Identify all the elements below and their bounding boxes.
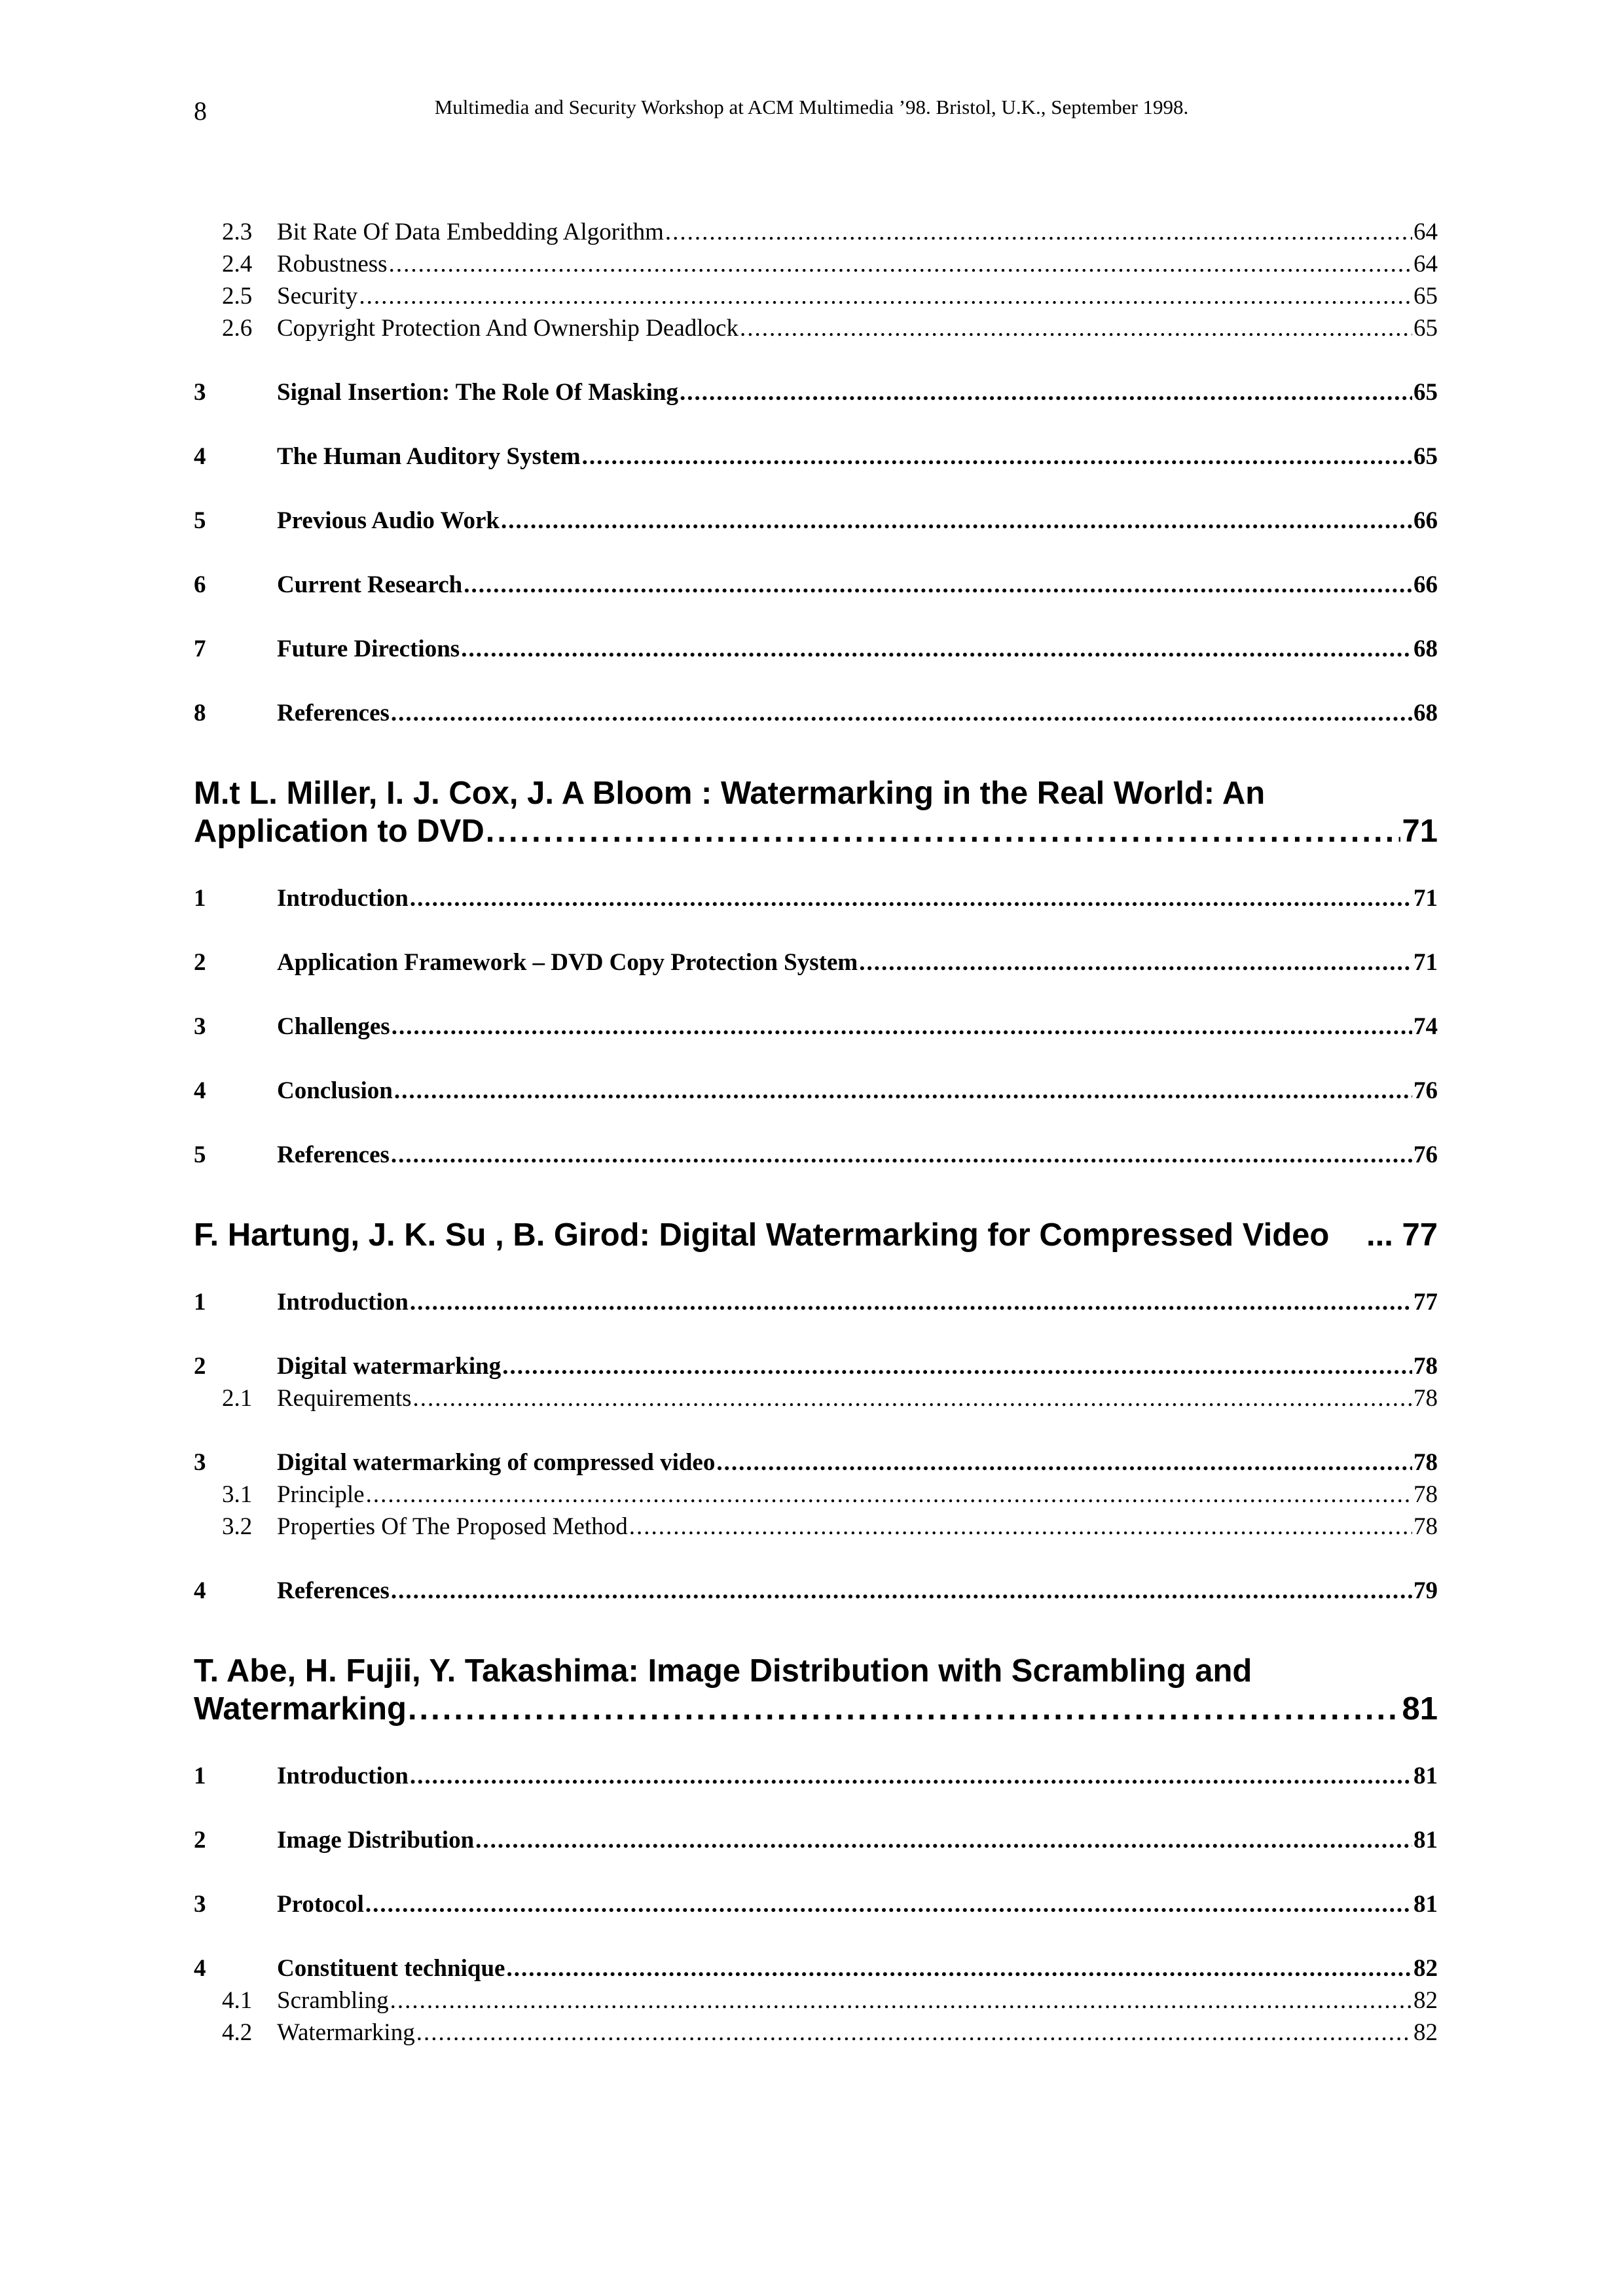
entry-title: Watermarking (277, 2019, 415, 2046)
entry-page: 79 (1413, 1577, 1438, 1604)
paper-title-line1: T. Abe, H. Fujii, Y. Takashima: Image Distribution with Scrambling and (194, 1653, 1252, 1689)
table-of-contents (194, 216, 1438, 2049)
entry-number: 2.1 (222, 1385, 253, 1412)
entry-title: References (277, 1141, 390, 1168)
dot-leader (413, 1382, 1412, 1414)
dot-leader (390, 1984, 1412, 2017)
dot-leader (392, 1011, 1412, 1043)
paper-title-line2: Watermarking (194, 1691, 407, 1727)
dot-leader (461, 633, 1412, 665)
dot-leader (665, 216, 1412, 248)
toc-section-entry[interactable] (194, 1888, 1438, 1920)
paper-title-entry (194, 1690, 1438, 1728)
entry-number: 3 (194, 1449, 206, 1476)
entry-title: Conclusion (277, 1077, 393, 1104)
entry-number: 4 (194, 1955, 206, 1982)
entry-title: Previous Audio Work (277, 507, 500, 534)
dot-leader (410, 1286, 1412, 1318)
entry-page: 66 (1413, 507, 1438, 534)
entry-title: Scrambling (277, 1987, 389, 2014)
entry-number: 3 (194, 379, 206, 406)
entry-title: Introduction (277, 1289, 409, 1316)
dot-leader (716, 1446, 1412, 1479)
toc-subsection-entry[interactable] (194, 2017, 1438, 2049)
toc-section-entry[interactable] (194, 1760, 1438, 1792)
entry-page: 65 (1413, 443, 1438, 470)
entry-page: 71 (1413, 949, 1438, 976)
toc-subsection-entry[interactable] (194, 280, 1438, 312)
toc-section-entry[interactable] (194, 1075, 1438, 1107)
entry-page: 81 (1413, 1827, 1438, 1854)
entry-number: 2 (194, 1353, 206, 1380)
entry-page: 81 (1413, 1763, 1438, 1789)
entry-title: Robustness (277, 251, 388, 278)
entry-number: 2.5 (222, 283, 253, 310)
entry-page: 64 (1413, 219, 1438, 245)
entry-page: 68 (1413, 700, 1438, 726)
dot-leader (408, 1690, 1401, 1728)
dot-leader (475, 1824, 1412, 1856)
paper-heading[interactable] (194, 774, 1438, 850)
entry-page: 68 (1413, 636, 1438, 662)
entry-page: 71 (1413, 885, 1438, 912)
entry-number: 1 (194, 1763, 206, 1789)
entry-title: Future Directions (277, 636, 460, 662)
dot-leader (506, 1952, 1412, 1984)
toc-subsection-entry[interactable] (194, 1984, 1438, 2017)
entry-title: Current Research (277, 571, 463, 598)
page-number: 8 (194, 96, 207, 126)
entry-number: 1 (194, 885, 206, 912)
entry-title: Requirements (277, 1385, 412, 1412)
paper-title: F. Hartung, J. K. Su , B. Girod: Digital Watermarking for Compressed Video (194, 1217, 1330, 1253)
entry-title: Signal Insertion: The Role Of Masking (277, 379, 678, 406)
entry-number: 1 (194, 1289, 206, 1316)
dot-leader (464, 569, 1412, 601)
paper-title-line1: M.t L. Miller, I. J. Cox, J. A Bloom : Watermarking in the Real World: An (194, 776, 1266, 811)
dot-leader (389, 248, 1412, 280)
toc-subsection-entry[interactable] (194, 216, 1438, 248)
entry-page: 65 (1413, 283, 1438, 310)
toc-section-entry[interactable] (194, 1952, 1438, 1984)
entry-title: Image Distribution (277, 1827, 475, 1854)
dot-leader (410, 882, 1412, 914)
entry-number: 3.1 (222, 1481, 253, 1508)
entry-title: The Human Auditory System (277, 443, 581, 470)
entry-page: 82 (1413, 2019, 1438, 2046)
paper-title-line2: Application to DVD (194, 814, 484, 849)
entry-number: 6 (194, 571, 206, 598)
entry-number: 4 (194, 1577, 206, 1604)
entry-title: Principle (277, 1481, 365, 1508)
toc-section-entry[interactable] (194, 569, 1438, 601)
entry-number: 8 (194, 700, 206, 726)
entry-page: 65 (1413, 379, 1438, 406)
toc-subsection-entry[interactable] (194, 1479, 1438, 1511)
entry-title: Copyright Protection And Ownership Deadlock (277, 315, 739, 342)
entry-number: 2 (194, 949, 206, 976)
toc-section-entry[interactable] (194, 882, 1438, 914)
entry-title: Introduction (277, 1763, 409, 1789)
toc-section-entry[interactable] (194, 1350, 1438, 1382)
dot-leader (365, 1888, 1412, 1920)
entry-title: Digital watermarking of compressed video (277, 1449, 716, 1476)
paper-page: 81 (1402, 1691, 1438, 1727)
toc-subsection-entry[interactable] (194, 248, 1438, 280)
dot-leader (410, 1760, 1412, 1792)
entry-page: 66 (1413, 571, 1438, 598)
dot-leader (416, 2017, 1412, 2049)
dot-leader (582, 440, 1412, 473)
dot-leader (366, 1479, 1412, 1511)
entry-title: Bit Rate Of Data Embedding Algorithm (277, 219, 664, 245)
dot-leader (680, 376, 1412, 408)
entry-number: 2.6 (222, 315, 253, 342)
toc-section-entry[interactable] (194, 505, 1438, 537)
entry-page: 82 (1413, 1987, 1438, 2014)
toc-section-entry[interactable] (194, 1286, 1438, 1318)
dot-leader (394, 1075, 1412, 1107)
toc-subsection-entry[interactable] (194, 1382, 1438, 1414)
toc-subsection-entry[interactable] (194, 1511, 1438, 1543)
paper-page: ... 77 (1366, 1217, 1438, 1253)
entry-number: 3 (194, 1013, 206, 1040)
paper-page: 71 (1402, 814, 1438, 849)
entry-number: 4 (194, 443, 206, 470)
paper-title-entry (194, 1216, 1438, 1254)
entry-number: 4.1 (222, 1987, 253, 2014)
dot-leader (391, 697, 1412, 729)
paper-heading[interactable] (194, 1216, 1438, 1254)
entry-page: 82 (1413, 1955, 1438, 1982)
entry-page: 64 (1413, 251, 1438, 278)
dot-leader (501, 505, 1412, 537)
toc-section-entry[interactable] (194, 1575, 1438, 1607)
entry-title: References (277, 1577, 390, 1604)
entry-page: 78 (1413, 1513, 1438, 1540)
entry-number: 2.3 (222, 219, 253, 245)
entry-number: 5 (194, 507, 206, 534)
entry-number: 5 (194, 1141, 206, 1168)
toc-section-entry[interactable] (194, 1139, 1438, 1171)
entry-title: Security (277, 283, 358, 310)
toc-section-entry[interactable] (194, 1011, 1438, 1043)
entry-title: Application Framework – DVD Copy Protection System (277, 949, 858, 976)
entry-page: 78 (1413, 1449, 1438, 1476)
entry-number: 3.2 (222, 1513, 253, 1540)
toc-section-entry[interactable] (194, 633, 1438, 665)
entry-number: 7 (194, 636, 206, 662)
toc-section-entry[interactable] (194, 946, 1438, 978)
toc-section-entry[interactable] (194, 697, 1438, 729)
entry-number: 2 (194, 1827, 206, 1854)
dot-leader (359, 280, 1412, 312)
entry-page: 78 (1413, 1481, 1438, 1508)
paper-heading[interactable] (194, 1652, 1438, 1728)
paper-title-entry (194, 812, 1438, 850)
dot-leader (740, 312, 1412, 344)
entry-page: 76 (1413, 1141, 1438, 1168)
entry-page: 78 (1413, 1385, 1438, 1412)
entry-page: 76 (1413, 1077, 1438, 1104)
dot-leader (486, 812, 1401, 850)
entry-title: References (277, 700, 390, 726)
toc-subsection-entry[interactable] (194, 312, 1438, 344)
entry-page: 78 (1413, 1353, 1438, 1380)
entry-title: Introduction (277, 885, 409, 912)
toc-section-entry[interactable] (194, 440, 1438, 473)
dot-leader (391, 1139, 1412, 1171)
entry-page: 81 (1413, 1891, 1438, 1918)
entry-title: Properties Of The Proposed Method (277, 1513, 628, 1540)
toc-section-entry[interactable] (194, 1446, 1438, 1479)
entry-title: Protocol (277, 1891, 364, 1918)
toc-section-entry[interactable] (194, 376, 1438, 408)
dot-leader (391, 1575, 1412, 1607)
entry-title: Digital watermarking (277, 1353, 501, 1380)
entry-number: 4 (194, 1077, 206, 1104)
entry-number: 4.2 (222, 2019, 253, 2046)
entry-page: 65 (1413, 315, 1438, 342)
dot-leader (629, 1511, 1412, 1543)
entry-title: Constituent technique (277, 1955, 505, 1982)
entry-number: 3 (194, 1891, 206, 1918)
entry-number: 2.4 (222, 251, 253, 278)
entry-title: Challenges (277, 1013, 390, 1040)
dot-leader (859, 946, 1412, 978)
toc-section-entry[interactable] (194, 1824, 1438, 1856)
running-header: Multimedia and Security Workshop at ACM Multimedia ’98. Bristol, U.K., September 1998. (434, 96, 1189, 118)
entry-page: 77 (1413, 1289, 1438, 1316)
entry-page: 74 (1413, 1013, 1438, 1040)
dot-leader (502, 1350, 1412, 1382)
